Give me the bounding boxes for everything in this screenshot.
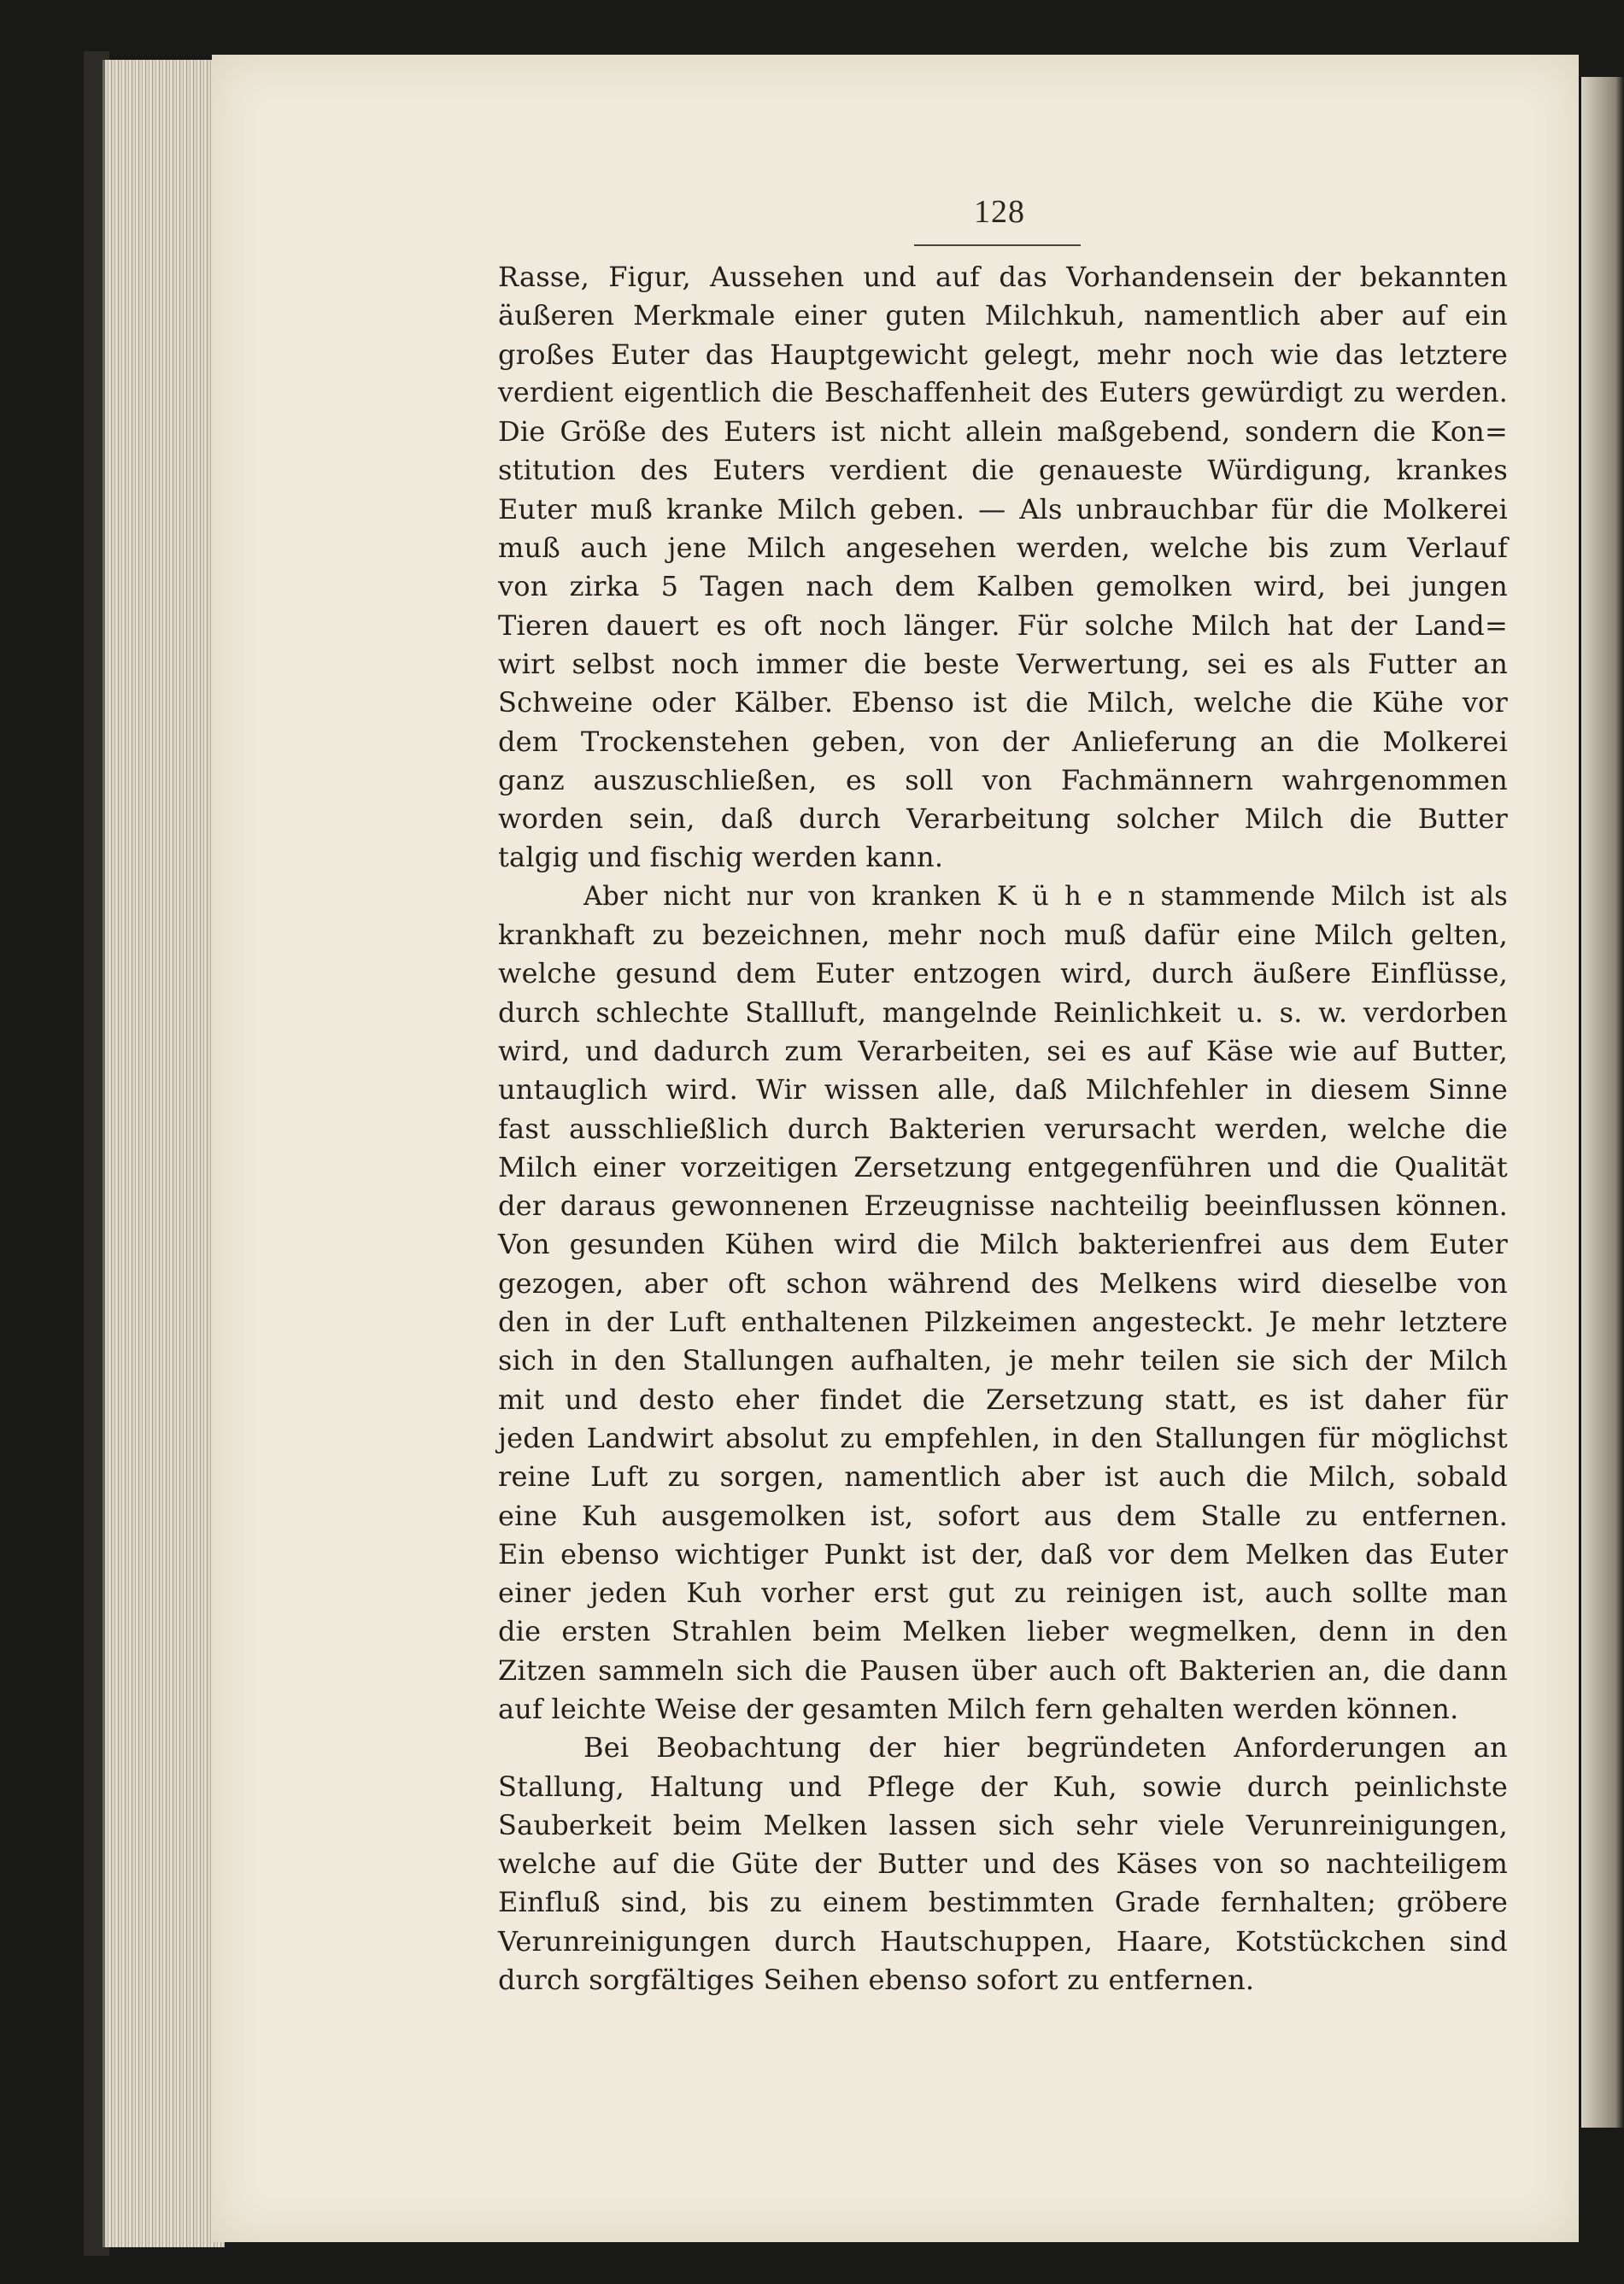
text-line: die ersten Strahlen beim Melken lieber wegmelken, denn in den — [498, 1615, 1508, 1648]
text-line: sich in den Stallungen aufhalten, je mehr teilen sie sich der Milch — [498, 1344, 1508, 1377]
body-text — [498, 258, 1508, 1999]
text-line: Ein ebenso wichtiger Punkt ist der, daß vor dem Melken das Euter — [498, 1537, 1508, 1571]
text-line: Euter muß kranke Milch geben. — Als unbrauchbar für die Molkerei — [498, 492, 1508, 525]
facing-page-edge — [1581, 77, 1624, 2128]
text-line: Verunreinigungen durch Hautschuppen, Haare, Kotstückchen sind — [498, 1924, 1508, 1958]
text-line: ganz auszuschließen, es soll von Fachmännern wahrgenommen — [498, 763, 1508, 796]
paragraph — [498, 1729, 1508, 1999]
text-line: großes Euter das Hauptgewicht gelegt, mehr noch wie das letztere — [498, 338, 1508, 371]
text-line: auf leichte Weise der gesamten Milch fern gehalten werden können. — [498, 1692, 1459, 1725]
text-line: einer jeden Kuh vorher erst gut zu reinigen ist, auch sollte man — [498, 1576, 1508, 1610]
text-line: Milch einer vorzeitigen Zersetzung entgegenführen und die Qualität — [498, 1150, 1508, 1183]
text-line: reine Luft zu sorgen, namentlich aber ist auch die Milch, sobald — [498, 1460, 1508, 1494]
text-line: Sauberkeit beim Melken lassen sich sehr viele Verunreinigungen, — [498, 1808, 1508, 1841]
text-line: eine Kuh ausgemolken ist, sofort aus dem Stalle zu entfernen. — [498, 1499, 1508, 1532]
text-line: äußeren Merkmale einer guten Milchkuh, namentlich aber auf ein — [498, 299, 1508, 332]
page-number: 128 — [974, 194, 1025, 230]
header-rule — [914, 244, 1081, 246]
text-line: untauglich wird. Wir wissen alle, daß Milchfehler in diesem Sinne — [498, 1073, 1508, 1107]
text-line: wirt selbst noch immer die beste Verwertung, sei es als Futter an — [498, 647, 1508, 680]
text-line: welche gesund dem Euter entzogen wird, durch äußere Einflüsse, — [498, 957, 1508, 990]
text-line: Tieren dauert es oft noch länger. Für solche Milch hat der Land= — [498, 608, 1508, 642]
text-line: gezogen, aber oft schon während des Melkens wird dieselbe von — [498, 1266, 1508, 1300]
text-line: talgig und fischig werden kann. — [498, 841, 944, 874]
text-line: Zitzen sammeln sich die Pausen über auch oft Bakterien an, die dann — [498, 1653, 1508, 1687]
text-line: Schweine oder Kälber. Ebenso ist die Milch, welche die Kühe vor — [498, 686, 1508, 719]
text-line: Aber nicht nur von kranken K ü h e n stammende Milch ist als — [583, 881, 1508, 912]
text-line: den in der Luft enthaltenen Pilzkeimen angesteckt. Je mehr letztere — [498, 1306, 1508, 1339]
text-line: Einfluß sind, bis zu einem bestimmten Grade fernhalten; gröbere — [498, 1886, 1508, 1919]
text-line: Bei Beobachtung der hier begründeten Anforderungen an — [583, 1731, 1508, 1764]
text-line: verdient eigentlich die Beschaffenheit des Euters gewürdigt zu werden. — [498, 377, 1508, 408]
text-line: von zirka 5 Tagen nach dem Kalben gemolken wird, bei jungen — [498, 570, 1508, 603]
paragraph — [498, 258, 1508, 878]
text-line: dem Trockenstehen geben, von der Anlieferung an die Molkerei — [498, 725, 1508, 758]
text-line: Stallung, Haltung und Pflege der Kuh, sowie durch peinlichste — [498, 1770, 1508, 1803]
text-line: jeden Landwirt absolut zu empfehlen, in den Stallungen für möglichst — [498, 1421, 1508, 1454]
text-line: wird, und dadurch zum Verarbeiten, sei es auf Käse wie auf Butter, — [498, 1034, 1508, 1067]
text-line: durch schlechte Stallluft, mangelnde Reinlichkeit u. s. w. verdorben — [498, 995, 1508, 1029]
text-line: Die Größe des Euters ist nicht allein maßgebend, sondern die Kon= — [498, 415, 1508, 449]
page-header — [923, 193, 1076, 231]
text-line: fast ausschließlich durch Bakterien verursacht werden, welche die — [498, 1112, 1508, 1145]
text-line: krankhaft zu bezeichnen, mehr noch muß dafür eine Milch gelten, — [498, 919, 1508, 952]
text-line: welche auf die Güte der Butter und des Käses von so nachteiligem — [498, 1847, 1508, 1881]
page-stack-edges — [103, 60, 225, 2247]
text-line: der daraus gewonnenen Erzeugnisse nachteilig beeinflussen können. — [498, 1189, 1508, 1223]
text-line: muß auch jene Milch angesehen werden, welche bis zum Verlauf — [498, 531, 1508, 565]
paragraph — [498, 878, 1508, 1729]
text-line: mit und desto eher findet die Zersetzung statt, es ist daher für — [498, 1383, 1508, 1416]
text-line: stitution des Euters verdient die genaueste Würdigung, krankes — [498, 454, 1508, 487]
text-line: durch sorgfältiges Seihen ebenso sofort zu entfernen. — [498, 1964, 1255, 1997]
text-line: Von gesunden Kühen wird die Milch bakterienfrei aus dem Euter — [498, 1228, 1508, 1261]
text-line: worden sein, daß durch Verarbeitung solcher Milch die Butter — [498, 802, 1508, 836]
text-line: Rasse, Figur, Aussehen und auf das Vorhandensein der bekannten — [498, 261, 1508, 293]
